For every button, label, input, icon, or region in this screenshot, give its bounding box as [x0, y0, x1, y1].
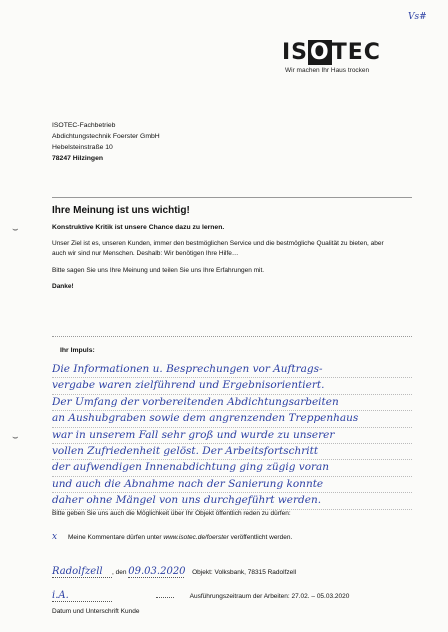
- logo-tagline: Wir machen Ihr Haus trocken: [285, 67, 370, 74]
- corner-note: Vs#: [408, 12, 427, 22]
- impuls-line: vergabe waren zielführend und Ergebnisorientiert.: [52, 378, 412, 394]
- impuls-handwritten-text: [52, 362, 412, 510]
- signature-field[interactable]: i.A.: [52, 590, 112, 602]
- impuls-label: Ihr Impuls:: [60, 347, 95, 354]
- punch-mark: ⌣: [12, 224, 19, 235]
- signature-caption: Datum und Unterschrift Kunde: [52, 608, 140, 615]
- work-period-label: Ausführungszeitraum der Arbeiten: 27.02. – 05.03.2020: [189, 593, 350, 600]
- consent-url[interactable]: www.isotec.de/foerster: [163, 534, 229, 541]
- impuls-line: und auch die Abnahme nach der Sanierung konnte: [52, 477, 412, 493]
- publish-consent: [52, 532, 292, 542]
- consent-text-after: veröffentlicht werden.: [228, 534, 293, 541]
- place-field[interactable]: Radolfzell: [52, 566, 112, 578]
- impuls-line: Die Informationen u. Besprechungen vor Auftrags-: [52, 362, 412, 378]
- request-paragraph: Bitte sagen Sie uns Ihre Meinung und teilen Sie uns Ihre Erfahrungen mit.: [52, 267, 265, 274]
- logo-wordmark: [282, 40, 381, 65]
- impuls-line: daher ohne Mängel von uns durchgeführt werden.: [52, 493, 412, 509]
- signature-row: [52, 590, 412, 615]
- impuls-line: der aufwendigen Innenabdichtung ging zügig voran: [52, 460, 412, 476]
- recipient-address: [52, 120, 160, 164]
- permission-text: Bitte geben Sie uns auch die Möglichkeit über Ihr Objekt öffentlich reden zu dürfen:: [52, 510, 291, 517]
- subtitle: Konstruktive Kritik ist unsere Chance dazu zu lernen.: [52, 224, 225, 231]
- page-title: Ihre Meinung ist uns wichtig!: [52, 205, 190, 216]
- date-prefix: , den: [112, 569, 127, 576]
- place-date-row: [52, 566, 412, 578]
- section-divider: [52, 336, 412, 338]
- intro-paragraph: Unser Ziel ist es, unseren Kunden, immer den bestmöglichen Service und die bestmögliche Qualität zu bieten, aber auch wir sind nur Menschen. Deshalb: Wir benötigen Ihre Hilfe…: [52, 240, 384, 257]
- signature-dots: [156, 597, 174, 598]
- punch-mark: ⌣: [12, 432, 19, 443]
- isotec-logo: [282, 40, 392, 74]
- address-line-4: 78247 Hilzingen: [52, 155, 103, 162]
- thanks-text: Danke!: [52, 283, 74, 290]
- address-line-2: Abdichtungstechnik Foerster GmbH: [52, 133, 160, 140]
- date-field[interactable]: 09.03.2020: [128, 566, 186, 577]
- logo-part-2: O: [310, 40, 330, 65]
- impuls-line: war in unserem Fall sehr groß und wurde zu unserer: [52, 428, 412, 444]
- consent-checkbox[interactable]: x: [52, 532, 58, 542]
- address-line-3: Hebelsteinstraße 10: [52, 144, 113, 151]
- impuls-line: vollen Zufriedenheit gelöst. Der Arbeitsfortschritt: [52, 444, 412, 460]
- impuls-line: an Aushubgraben sowie dem angrenzenden Treppenhaus: [52, 411, 412, 427]
- logo-part-3: TEC: [331, 40, 381, 65]
- top-divider: [52, 197, 412, 198]
- address-line-1: ISOTEC-Fachbetrieb: [52, 122, 116, 129]
- logo-part-1: IS: [282, 40, 309, 65]
- object-label: Objekt: Volksbank, 78315 Radolfzell: [192, 569, 297, 576]
- impuls-line: Der Umfang der vorbereitenden Abdichtungsarbeiten: [52, 395, 412, 411]
- consent-text-before: Meine Kommentare dürfen unter: [68, 534, 164, 541]
